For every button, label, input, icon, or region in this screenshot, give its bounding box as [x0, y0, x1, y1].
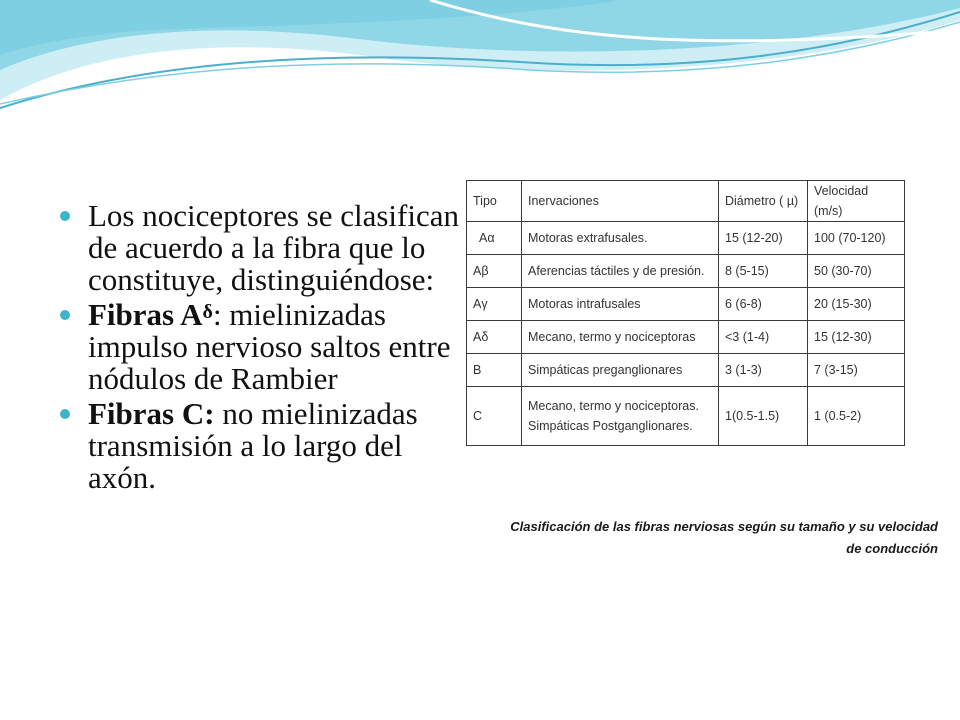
cell-inervaciones: Mecano, termo y nociceptoras. Simpáticas Postganglionares.: [522, 387, 719, 446]
cell-inervaciones: Motoras intrafusales: [522, 288, 719, 321]
fiber-classification-table: [466, 180, 905, 446]
cell-diametro: <3 (1-4): [719, 321, 808, 354]
table-row: [467, 321, 905, 354]
bullet-item-fibras-a-delta: [60, 299, 470, 395]
cell-velocidad: 15 (12-30): [808, 321, 905, 354]
cell-velocidad: 1 (0.5-2): [808, 387, 905, 446]
cell-tipo: Aβ: [467, 255, 522, 288]
cell-velocidad: 7 (3-15): [808, 354, 905, 387]
bullet-text: Los nociceptores se clasifican de acuerdo a la fibra que lo constituye, distinguiéndose:: [88, 198, 459, 297]
bullet-text: : mielinizadas impulso nervioso saltos entre nódulos de Rambier: [88, 297, 451, 396]
header-tipo: Tipo: [467, 181, 522, 222]
bullet-list: [60, 200, 470, 497]
bullet-dot-icon: [60, 211, 70, 221]
cell-tipo: Aα: [467, 222, 522, 255]
cell-inervaciones: Motoras extrafusales.: [522, 222, 719, 255]
bullet-item-fibras-c: [60, 398, 470, 494]
bullet-dot-icon: [60, 409, 70, 419]
header-inervaciones: Inervaciones: [522, 181, 719, 222]
bullet-text: no mielinizadas transmisión a lo largo del axón.: [88, 396, 418, 495]
table-row: [467, 354, 905, 387]
header-wave-decoration: [0, 0, 960, 130]
cell-tipo: C: [467, 387, 522, 446]
table-row: [467, 387, 905, 446]
cell-inervaciones: Simpáticas preganglionares: [522, 354, 719, 387]
bullet-dot-icon: [60, 310, 70, 320]
fiber-classification-figure: [464, 170, 944, 585]
table-caption: Clasificación de las fibras nerviosas según su tamaño y su velocidad de conducción: [510, 519, 938, 556]
bullet-superscript: δ: [202, 301, 213, 323]
cell-diametro: 15 (12-20): [719, 222, 808, 255]
bullet-bold: Fibras C:: [88, 396, 215, 431]
cell-inervaciones: Mecano, termo y nociceptoras: [522, 321, 719, 354]
cell-tipo: Aγ: [467, 288, 522, 321]
table-row: [467, 288, 905, 321]
cell-velocidad: 100 (70-120): [808, 222, 905, 255]
table-row: [467, 255, 905, 288]
cell-diametro: 1(0.5-1.5): [719, 387, 808, 446]
cell-diametro: 6 (6-8): [719, 288, 808, 321]
cell-velocidad: 20 (15-30): [808, 288, 905, 321]
cell-diametro: 8 (5-15): [719, 255, 808, 288]
cell-tipo: Aδ: [467, 321, 522, 354]
header-velocidad: Velocidad (m/s): [808, 181, 905, 222]
cell-inervaciones: Aferencias táctiles y de presión.: [522, 255, 719, 288]
bullet-item-nociceptors: [60, 200, 470, 296]
table-header-row: [467, 181, 905, 222]
bullet-bold: Fibras A: [88, 297, 203, 332]
cell-tipo: B: [467, 354, 522, 387]
cell-velocidad: 50 (30-70): [808, 255, 905, 288]
table-row: [467, 222, 905, 255]
cell-diametro: 3 (1-3): [719, 354, 808, 387]
header-diametro: Diámetro ( µ): [719, 181, 808, 222]
